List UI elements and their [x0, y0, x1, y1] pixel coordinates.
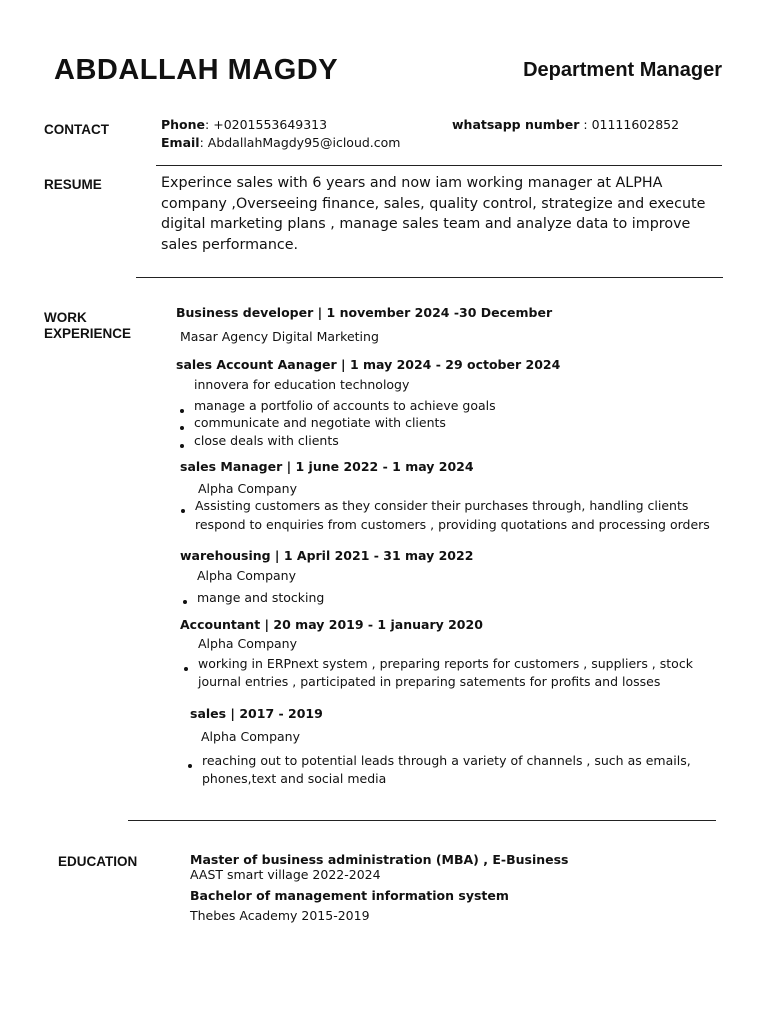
bullet-dot-icon — [183, 600, 187, 604]
job-bullet: manage a portfolio of accounts to achieve goals — [194, 398, 496, 413]
job-company: Alpha Company — [198, 636, 297, 651]
job-bullet: close deals with clients — [194, 433, 339, 448]
job-bullet: Assisting customers as they consider their purchases through, handling clients — [195, 498, 689, 513]
resume-line: company ,Overseeing finance, sales, quality control, strategize and execute — [161, 195, 706, 212]
job-bullet-continued: phones,text and social media — [202, 771, 387, 786]
contact-phone — [161, 116, 327, 134]
education-detail: AAST smart village 2022-2024 — [190, 867, 381, 882]
job-bullet: communicate and negotiate with clients — [194, 415, 446, 430]
job-bullet: mange and stocking — [197, 590, 325, 605]
job-title: sales | 2017 - 2019 — [190, 706, 323, 721]
job-bullet: reaching out to potential leads through a variety of channels , such as emails, — [202, 753, 691, 768]
bullet-dot-icon — [180, 409, 184, 413]
work-divider — [128, 820, 716, 821]
resume-line: sales performance. — [161, 236, 299, 253]
job-company: Alpha Company — [197, 568, 296, 583]
education-detail: Thebes Academy 2015-2019 — [190, 908, 370, 923]
bullet-dot-icon — [180, 426, 184, 430]
candidate-name: ABDALLAH MAGDY — [54, 54, 339, 86]
resume-line: Experince sales with 6 years and now iam working manager at ALPHA — [161, 175, 663, 191]
job-title: Accountant | 20 may 2019 - 1 january 2020 — [180, 617, 483, 632]
bullet-dot-icon — [180, 444, 184, 448]
job-bullet: working in ERPnext system , preparing reports for customers , suppliers , stock — [198, 656, 693, 671]
contact-divider — [156, 165, 722, 166]
job-title: sales Manager | 1 june 2022 - 1 may 2024 — [180, 459, 474, 474]
education-degree: Master of business administration (MBA) , E-Business — [190, 852, 569, 867]
contact-section-label: CONTACT — [44, 122, 109, 137]
resume-line: digital marketing plans , manage sales team and analyze data to improve — [161, 216, 691, 232]
email-label: Email — [161, 135, 200, 150]
bullet-dot-icon — [181, 509, 185, 513]
resume-divider — [136, 277, 723, 278]
whatsapp-value: : 01111602852 — [579, 117, 680, 132]
job-company: innovera for education technology — [194, 377, 410, 392]
work-label-line: EXPERIENCE — [44, 326, 132, 341]
job-company: Alpha Company — [198, 481, 297, 496]
education-section-label: EDUCATION — [58, 854, 138, 869]
education-degree: Bachelor of management information system — [190, 888, 509, 903]
bullet-dot-icon — [188, 764, 192, 768]
job-company: Alpha Company — [201, 729, 300, 744]
job-title: warehousing | 1 April 2021 - 31 may 2022 — [180, 548, 474, 563]
bullet-dot-icon — [184, 667, 188, 671]
job-bullet-continued: journal entries , participated in preparing satements for profits and losses — [198, 674, 661, 689]
phone-value: : +0201553649313 — [205, 117, 328, 132]
job-company: Masar Agency Digital Marketing — [180, 329, 379, 344]
email-value: : AbdallahMagdy95@icloud.com — [199, 135, 401, 150]
job-bullet-continued: respond to enquiries from customers , providing quotations and processing orders — [195, 517, 710, 532]
contact-email — [161, 134, 400, 152]
whatsapp-label: whatsapp number — [452, 117, 580, 132]
contact-whatsapp — [452, 116, 679, 134]
phone-label: Phone — [161, 117, 206, 132]
job-role-title: Department Manager — [523, 59, 722, 81]
resume-section-label: RESUME — [44, 177, 102, 192]
job-title: sales Account Aanager | 1 may 2024 - 29 october 2024 — [176, 357, 561, 372]
job-title: Business developer | 1 november 2024 -30 December — [176, 305, 553, 320]
work-section-label — [44, 310, 131, 342]
work-label-line: WORK — [44, 310, 87, 325]
resume-summary — [161, 173, 705, 255]
